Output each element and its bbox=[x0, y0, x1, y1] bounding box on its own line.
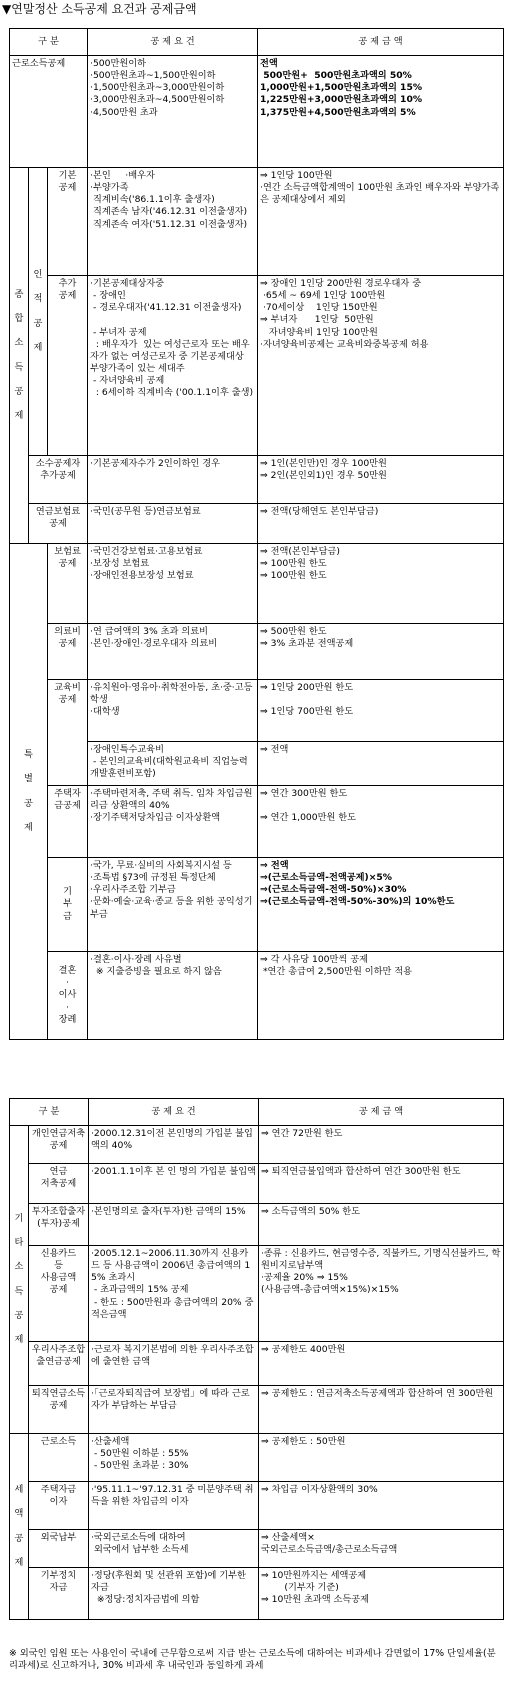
other-deduction-table bbox=[9, 1098, 504, 1620]
header-requirement: 공 제 요 건 bbox=[88, 29, 258, 56]
row-amount: ⇒ 1인(본인만)인 경우 100만원 ⇒ 2인(본인외1)인 경우 50만원 bbox=[258, 456, 504, 504]
table-row bbox=[10, 1126, 504, 1164]
row-requirement: ·국외근로소득에 대하여 외국에서 납부한 소득세 bbox=[89, 1530, 259, 1568]
row-amount: ⇒ 각 사유당 100만씩 공제 *연간 총급여 2,500만원 이하만 적용 bbox=[258, 952, 504, 1040]
header-requirement: 공 제 요 건 bbox=[89, 1099, 259, 1126]
table-row bbox=[10, 1386, 504, 1434]
header-category: 구 분 bbox=[10, 29, 88, 56]
table-row bbox=[10, 504, 504, 544]
row-requirement: ·결혼·이사·장례 사유별 ※ 지출증빙을 필요로 하지 않음 bbox=[88, 952, 258, 1040]
table-row bbox=[10, 858, 504, 952]
row-requirement: ·500만원이하 ·500만원초과~1,500만원이하 ·1,500만원초과~3,000만원이하 ·3,000만원초과~4,500만원이하 ·4,500만원 초과 bbox=[88, 56, 258, 168]
table-row bbox=[10, 1434, 504, 1482]
row-amount: ⇒ 차입금 이자상환액의 30% bbox=[259, 1482, 504, 1530]
table-row bbox=[10, 56, 504, 168]
table-row bbox=[10, 1568, 504, 1620]
group-label: 세 액 공 제 bbox=[10, 1434, 29, 1620]
row-label: 연금보험료 공제 bbox=[29, 504, 88, 544]
table-row bbox=[10, 624, 504, 680]
group-label: 특 별 공 제 bbox=[10, 544, 48, 1040]
row-label: 추가 공제 bbox=[48, 276, 88, 456]
row-label: 기부정치 자금 bbox=[29, 1568, 89, 1620]
row-label: 신용카드 등 사용금액 공제 bbox=[29, 1246, 89, 1342]
income-deduction-table bbox=[9, 28, 504, 1040]
table-row bbox=[10, 1204, 504, 1246]
row-requirement: ·장애인특수교육비 - 본인의교육비(대학원교육비 직업능력개발훈련비포함) bbox=[88, 742, 258, 786]
row-amount: ⇒ 전액(당해연도 본인부담금) bbox=[258, 504, 504, 544]
table-row bbox=[10, 1246, 504, 1342]
row-requirement: ·2005.12.1~2006.11.30까지 신용카드 등 사용금액이 2006년 총급여액의 15% 초과시 - 초과금액의 15% 공제 - 한도 : 500만원과 총급여액의 20% 중 적은금액 bbox=[89, 1246, 259, 1342]
row-amount: ⇒ 공제한도 400만원 bbox=[259, 1342, 504, 1386]
row-label: 소수공제자 추가공제 bbox=[29, 456, 88, 504]
row-label: 외국납부 bbox=[29, 1530, 89, 1568]
table-row bbox=[10, 1164, 504, 1204]
row-requirement: ·산출세액 - 50만원 이하분 : 55% - 50만원 초과분 : 30% bbox=[89, 1434, 259, 1482]
row-amount: ⇒ 장애인 1인당 200만원 경로우대자 중 ·65세 ~ 69세 1인당 100만원 ·70세이상 1인당 150만원 ⇒ 부녀자 1인당 50만원 자녀양육비 1인당 100만원 ·자녀양육비공제는 교육비와중복공제 허용 bbox=[258, 276, 504, 456]
header-amount: 공 제 금 액 bbox=[259, 1099, 504, 1126]
table-row bbox=[10, 1530, 504, 1568]
group-label: 인 적 공 제 bbox=[29, 168, 48, 456]
row-label: 주택자금공제 bbox=[48, 786, 88, 858]
row-amount: ⇒ 1인당 100만원 ·연간 소득금액합계액이 100만원 초과인 배우자와 부양가족은 공제대상에서 제외 bbox=[258, 168, 504, 276]
table-row bbox=[10, 276, 504, 456]
footnote: ※ 외국인 임원 또는 사용인이 국내에 근무함으로써 지급 받는 근로소득에 대하여는 비과세나 감면없이 17% 단일세율(분리과세)로 신고하거나, 30% 비과세 후 내국인과 동일하게 과세 bbox=[9, 1648, 496, 1672]
row-requirement: ·2000.12.31이전 본인명의 가입분 불입액의 40% bbox=[89, 1126, 259, 1164]
row-requirement: ·근로자 복지기본법에 의한 우리사주조합에 출연한 금액 bbox=[89, 1342, 259, 1386]
table-row bbox=[10, 1482, 504, 1530]
row-amount: ⇒ 500만원 한도 ⇒ 3% 초과분 전액공제 bbox=[258, 624, 504, 680]
page-title: ▼연말정산 소득공제 요건과 공제금액 bbox=[2, 2, 197, 16]
row-label: 연금 저축공제 bbox=[29, 1164, 89, 1204]
row-requirement: ·「근로자퇴직급여 보장법」에 따라 근로자가 부담하는 부담금 bbox=[89, 1386, 259, 1434]
row-requirement: ·기본공제대상자중 - 장애인 - 경로우대자('41.12.31 이전출생자) - 부녀자 공제 : 배우자가 있는 여성근로자 또는 배우자가 없는 여성근로자 중 기본공제대상 부양가족이 있는 세대주 - 자녀양육비 공제 : 6세이하 직계비속 ('00.1.1이후 출생) bbox=[88, 276, 258, 456]
row-amount: ⇒ 공제한도 : 연금저축소득공제액과 합산하여 연 300만원 bbox=[259, 1386, 504, 1434]
table-row bbox=[10, 544, 504, 624]
row-requirement: ·정당(후원회 및 선관위 포함)에 기부한 자금 ※정당:정치자금법에 의함 bbox=[89, 1568, 259, 1620]
table-row bbox=[10, 952, 504, 1040]
table-row bbox=[10, 680, 504, 742]
row-requirement: ·'95.11.1~'97.12.31 중 미분양주택 취득을 위한 차입금의 이자 bbox=[89, 1482, 259, 1530]
table-row bbox=[10, 786, 504, 858]
row-label: 교육비공제 bbox=[48, 680, 88, 786]
row-amount: ·종류 : 신용카드, 현금영수증, 직불카드, 기명식선불카드, 학원비지로납부액 ·공제율 20% ⇒ 15% (사용금액-총급여액×15%)×15% bbox=[259, 1246, 504, 1342]
row-label: 기본 공제 bbox=[48, 168, 88, 276]
table-header-row bbox=[10, 29, 504, 56]
group-label: 기 타 소 득 공 제 bbox=[10, 1126, 29, 1434]
row-label: 기 부 금 bbox=[48, 858, 88, 952]
row-requirement: ·연 급여액의 3% 초과 의료비 ·본인·장애인·경로우대자 의료비 bbox=[88, 624, 258, 680]
row-amount: ⇒ 10만원까지는 세액공제 (기부자 기준) ⇒ 10만원 초과액 소득공제 bbox=[259, 1568, 504, 1620]
row-amount: ⇒ 퇴직연금불입액과 합산하여 연간 300만원 한도 bbox=[259, 1164, 504, 1204]
row-amount: ⇒ 연간 72만원 한도 bbox=[259, 1126, 504, 1164]
header-amount: 공 제 금 액 bbox=[258, 29, 504, 56]
row-amount: ⇒ 전액 ⇒(근로소득금액-전액공제)×5% ⇒(근로소득금액-전액-50%)×30% ⇒(근로소득금액-전액-50%-30%)의 10%한도 bbox=[258, 858, 504, 952]
row-amount: ⇒ 1인당 200만원 한도 ⇒ 1인당 700만원 한도 bbox=[258, 680, 504, 742]
table-row bbox=[10, 456, 504, 504]
row-label: 투자조합출자(투자)공제 bbox=[29, 1204, 89, 1246]
row-amount: ⇒ 전액(본인부담금) ⇒ 100만원 한도 ⇒ 100만원 한도 bbox=[258, 544, 504, 624]
table-row bbox=[10, 1342, 504, 1386]
row-label: 개인연금저축공제 bbox=[29, 1126, 89, 1164]
row-label: 결혼 · 이사 · 장례 bbox=[48, 952, 88, 1040]
row-label: 근로소득 bbox=[29, 1434, 89, 1482]
row-requirement: ·기본공제자수가 2인이하인 경우 bbox=[88, 456, 258, 504]
header-category: 구 분 bbox=[10, 1099, 89, 1126]
row-requirement: ·국민건강보험료·고용보험료 ·보장성 보험료 ·장애인전용보장성 보험료 bbox=[88, 544, 258, 624]
row-label: 우리사주조합출연금공제 bbox=[29, 1342, 89, 1386]
row-requirement: ·국가, 무료·실비의 사회복지시설 등 ·조특법 §73에 규정된 특정단체 ·우리사주조합 기부금 ·문화·예술·교육·종교 등을 위한 공익성기부금 bbox=[88, 858, 258, 952]
row-label: 의료비공제 bbox=[48, 624, 88, 680]
row-label: 주택자금 이자 bbox=[29, 1482, 89, 1530]
row-amount: ⇒ 전액 bbox=[258, 742, 504, 786]
row-requirement: ·2001.1.1이후 본 인 명의 가입분 불입액 bbox=[89, 1164, 259, 1204]
row-amount: ⇒ 소득금액의 50% 한도 bbox=[259, 1204, 504, 1246]
row-label: 퇴직연금소득공제 bbox=[29, 1386, 89, 1434]
row-amount: 전액 500만원+ 500만원초과액의 50% 1,000만원+1,500만원초과액의 15% 1,225만원+3,000만원초과액의 10% 1,375만원+4,500만원초과액의 5% bbox=[258, 56, 504, 168]
row-requirement: ·유치원아·영유아·취학전아동, 초·중·고등학생 ·대학생 bbox=[88, 680, 258, 742]
row-requirement: ·국민(공무원 등)연금보험료 bbox=[88, 504, 258, 544]
row-amount: ⇒ 산출세액× 국외근로소득금액/총근로소득금액 bbox=[259, 1530, 504, 1568]
row-amount: ⇒ 공제한도 : 50만원 bbox=[259, 1434, 504, 1482]
row-label: 보험료공제 bbox=[48, 544, 88, 624]
group-label: 종 합 소 득 공 제 bbox=[10, 168, 29, 544]
table-header-row bbox=[10, 1099, 504, 1126]
table-row bbox=[10, 168, 504, 276]
row-label: 근로소득공제 bbox=[10, 56, 88, 168]
row-amount: ⇒ 연간 300만원 한도 ⇒ 연간 1,000만원 한도 bbox=[258, 786, 504, 858]
row-requirement: ·주택마련저축, 주택 취득. 임차 차입금원리금 상환액의 40% ·장기주택저당차입금 이자상환액 bbox=[88, 786, 258, 858]
row-requirement: ·본인 ·배우자 ·부양가족 직계비속('86.1.1이후 출생자) 직계존속 남자('46.12.31 이전출생자) 직계존속 여자('51.12.31 이전출생자) bbox=[88, 168, 258, 276]
row-requirement: ·본인명의로 출자(투자)한 금액의 15% bbox=[89, 1204, 259, 1246]
